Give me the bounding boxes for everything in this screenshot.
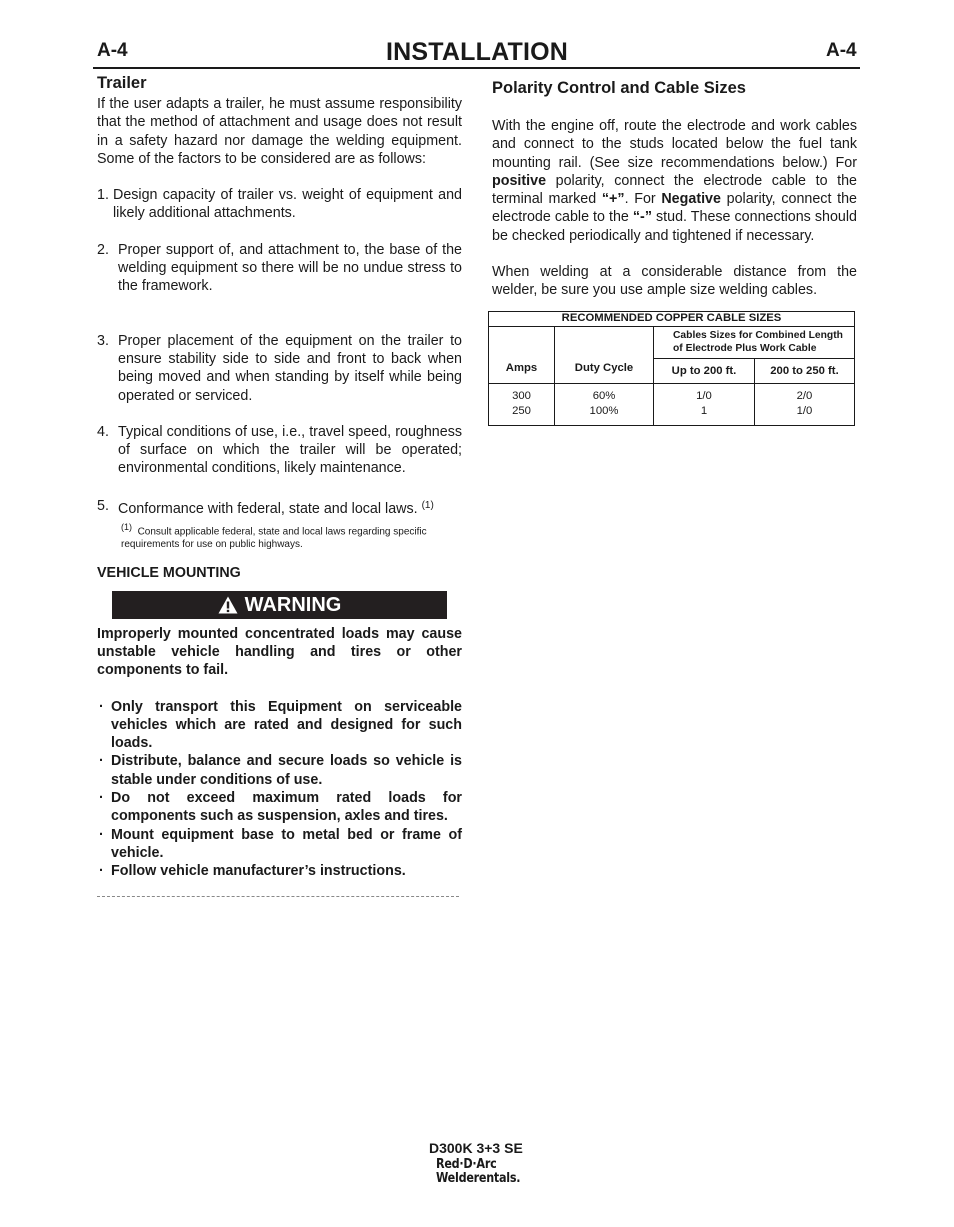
column-header-duty-cycle: Duty Cycle: [555, 326, 654, 383]
model-name: D300K 3+3 SE: [429, 1140, 523, 1156]
list-item: [97, 497, 462, 518]
page-title: INSTALLATION: [385, 38, 568, 66]
right-column: [492, 78, 857, 426]
footnote-reference: (1): [421, 499, 434, 511]
list-item-text: Do not exceed maximum rated loads for components such as suspension, axles and tires.: [111, 790, 462, 825]
footnote: [97, 521, 462, 551]
list-item: [97, 752, 462, 789]
bullet-dot: ·: [99, 863, 104, 880]
column-header-amps: Amps: [489, 326, 555, 383]
table-cell-duty: [555, 383, 654, 425]
bullet-dot: ·: [99, 790, 104, 807]
column-header-200-to-250: 200 to 250 ft.: [755, 358, 855, 383]
cell-value: 1/0: [696, 390, 712, 403]
cell-value: 1: [700, 405, 708, 418]
list-item-number: 4.: [97, 423, 109, 440]
trailer-heading: Trailer: [97, 74, 147, 92]
cell-value: 100%: [589, 405, 619, 418]
list-item: [97, 862, 462, 880]
list-item-text: Proper support of, and attachment to, the base of the welding equipment so there will be no undue stress to the framework.: [118, 241, 462, 295]
column-group-header: Cables Sizes for Combined Length of Electrode Plus Work Cable: [654, 326, 855, 358]
warning-triangle-icon: [218, 596, 238, 614]
positive-term: positive: [492, 172, 547, 189]
cell-value: 1/0: [796, 405, 813, 418]
list-item-number: 2.: [97, 241, 109, 258]
negative-term: Negative: [661, 191, 721, 208]
page-number-left: A-4: [97, 40, 128, 61]
polarity-paragraph: [492, 117, 857, 245]
plus-terminal-term: “+”: [601, 191, 625, 208]
logo-line-1: Red·D·Arc: [436, 1157, 497, 1172]
warning-text: Improperly mounted concentrated loads may cause unstable vehicle handling and tires or other components to fail.: [97, 625, 462, 679]
list-item-text: Follow vehicle manufacturer’s instructions.: [111, 863, 406, 880]
section-end-rule: [97, 896, 459, 897]
table-cell-up-to-200: [654, 383, 755, 425]
bullet-dot: ·: [99, 698, 104, 715]
warning-label: WARNING: [244, 593, 342, 616]
polarity-heading: Polarity Control and Cable Sizes: [492, 79, 746, 97]
table-title: RECOMMENDED COPPER CABLE SIZES: [489, 311, 855, 326]
brand-logo: [436, 1158, 520, 1186]
list-item-text: Proper placement of the equipment on the trailer to ensure stability side to side and front to back when being moved and when standing by itself while being operated or serviced.: [118, 332, 462, 404]
table-cell-200-to-250: [755, 383, 855, 425]
text-run: . For: [624, 191, 662, 208]
text-run: With the engine off, route the electrode and work cables and connect to the studs located below the fuel tank mounting rail. (See size recommendations below.) For: [492, 118, 857, 171]
bullet-dot: ·: [99, 753, 104, 770]
bullet-dot: ·: [99, 826, 104, 843]
cell-value: 300: [512, 390, 531, 403]
list-item-text: Design capacity of trailer vs. weight of equipment and likely additional attachments.: [113, 187, 462, 222]
list-item: [97, 186, 462, 223]
list-item-text: Typical conditions of use, i.e., travel speed, roughness of surface on which the trailer will be operated; environmental conditions, likely maintenance.: [118, 423, 462, 477]
list-item-text: Only transport this Equipment on serviceable vehicles which are rated and designed for such loads.: [111, 698, 462, 752]
column-header-up-to-200: Up to 200 ft.: [654, 358, 755, 383]
list-item: [97, 423, 462, 478]
list-item: [97, 789, 462, 826]
list-item-text: Conformance with federal, state and local laws.: [118, 500, 418, 517]
cell-value: 250: [512, 405, 531, 418]
vehicle-mounting-heading: VEHICLE MOUNTING: [97, 565, 241, 582]
cell-value: 60%: [592, 390, 616, 403]
text-run: polarity, connect the electrode cable to the: [492, 191, 857, 226]
table-cell-amps: [489, 383, 555, 425]
cable-size-table: [488, 311, 855, 426]
list-item: [97, 332, 462, 405]
list-item: [97, 826, 462, 863]
list-item-text: Mount equipment base to metal bed or frame of vehicle.: [111, 826, 462, 861]
list-item-number: 1.: [97, 187, 109, 204]
warning-banner: [112, 591, 447, 619]
text-run: polarity, connect the electrode cable to the terminal marked: [492, 172, 857, 208]
footnote-text: Consult applicable federal, state and local laws regarding specific requirements for use on public highways.: [121, 526, 427, 551]
warning-bullets: [97, 698, 462, 881]
header-rule: [93, 67, 860, 69]
list-item-text: Distribute, balance and secure loads so vehicle is stable under conditions of use.: [111, 753, 462, 788]
list-item-number: 3.: [97, 332, 109, 349]
page-number-right: A-4: [826, 40, 857, 61]
list-item: [97, 698, 462, 753]
minus-terminal-term: “-”: [632, 209, 652, 226]
left-column: [97, 73, 462, 881]
list-item-number: 5.: [97, 497, 109, 514]
trailer-factors-list: [97, 186, 462, 518]
logo-line-2: Welderentals.: [436, 1171, 521, 1186]
list-item: [97, 241, 462, 296]
cable-distance-paragraph: When welding at a considerable distance from the welder, be sure you use ample size welding cables.: [492, 264, 857, 299]
text-run: stud. These connections should be checked periodically and tightened if necessary.: [492, 209, 857, 244]
table-row: [489, 383, 855, 425]
trailer-intro: If the user adapts a trailer, he must assume responsibility that the method of attachment and usage does not result in a safety hazard nor damage the welding equipment. Some of the factors to be considered are as follows:: [97, 96, 462, 167]
footnote-mark: (1): [121, 522, 132, 533]
cell-value: 2/0: [796, 390, 813, 403]
